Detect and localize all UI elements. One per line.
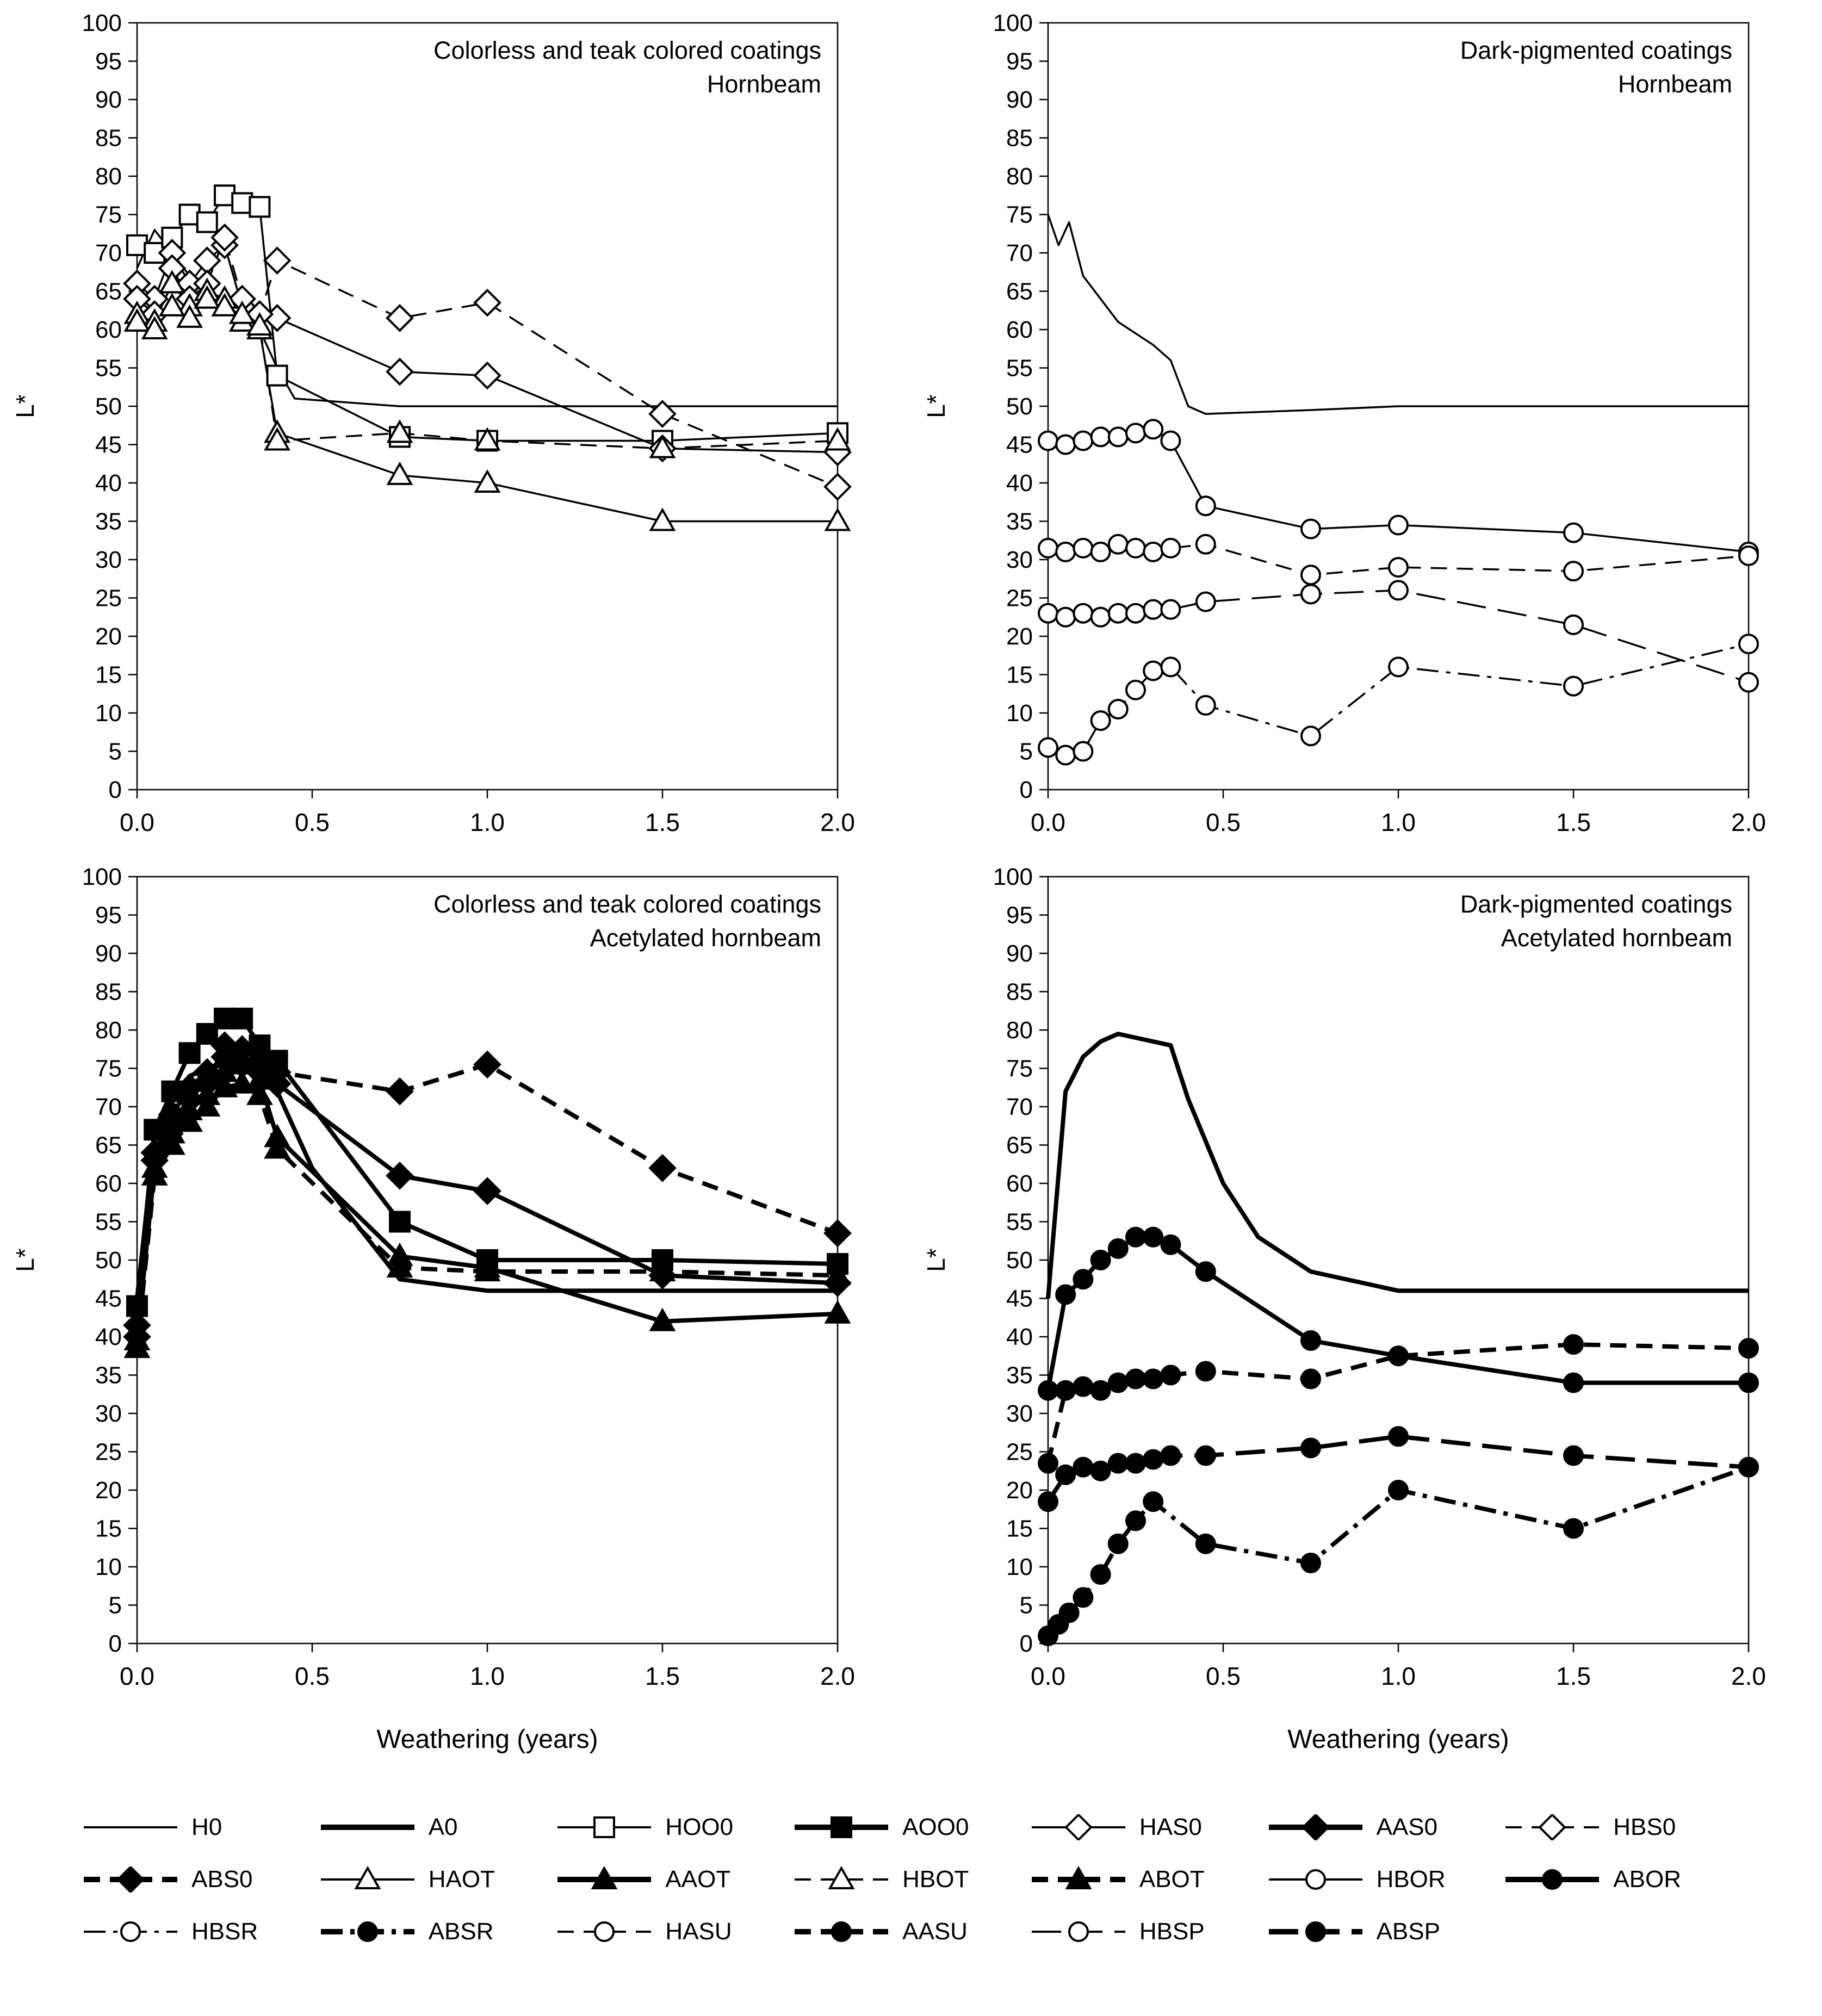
legend-label: ABSP [1376, 1918, 1440, 1945]
svg-text:100: 100 [82, 10, 122, 36]
svg-text:2.0: 2.0 [820, 1662, 855, 1690]
legend-item-ABOR [1503, 1866, 1740, 1893]
svg-text:85: 85 [1006, 978, 1033, 1006]
legend-line-sample-icon [555, 1866, 653, 1893]
svg-text:25: 25 [1006, 585, 1033, 612]
svg-text:25: 25 [95, 1438, 122, 1466]
legend-item-HAOT [319, 1866, 556, 1893]
legend-label: HBS0 [1613, 1814, 1676, 1840]
svg-text:L*: L* [922, 394, 950, 418]
svg-text:95: 95 [95, 48, 122, 75]
svg-text:75: 75 [1006, 201, 1033, 228]
svg-text:30: 30 [95, 547, 122, 573]
svg-text:5: 5 [108, 1592, 122, 1619]
svg-text:0.0: 0.0 [1031, 1662, 1065, 1690]
legend-item-ABSR [319, 1918, 556, 1945]
svg-text:90: 90 [1006, 86, 1033, 113]
svg-text:20: 20 [1006, 1477, 1033, 1504]
svg-text:Colorless and teak colored coa: Colorless and teak colored coatings [433, 890, 821, 918]
svg-text:L*: L* [11, 1248, 39, 1272]
svg-text:80: 80 [95, 163, 122, 190]
legend-item-AAS0 [1267, 1814, 1504, 1841]
svg-text:Dark-pigmented coatings: Dark-pigmented coatings [1460, 36, 1732, 64]
svg-text:70: 70 [95, 240, 122, 266]
svg-text:Dark-pigmented coatings: Dark-pigmented coatings [1460, 890, 1732, 918]
svg-text:55: 55 [1006, 1208, 1033, 1236]
chart-acetylated-colorless [0, 859, 911, 1776]
legend-item-HBOR [1267, 1866, 1504, 1893]
svg-text:80: 80 [95, 1017, 122, 1044]
svg-text:0.0: 0.0 [120, 808, 154, 836]
svg-text:50: 50 [1006, 1247, 1033, 1274]
legend-line-sample-icon [555, 1919, 653, 1945]
svg-text:Weathering (years): Weathering (years) [376, 1725, 598, 1754]
svg-text:75: 75 [95, 1055, 122, 1082]
svg-text:90: 90 [95, 86, 122, 113]
svg-text:2.0: 2.0 [1731, 1662, 1766, 1690]
svg-text:90: 90 [1006, 940, 1033, 967]
legend-item-AASU [792, 1918, 1030, 1945]
svg-text:10: 10 [1006, 1554, 1033, 1580]
legend-label: HASU [665, 1918, 732, 1945]
svg-text:45: 45 [1006, 431, 1033, 458]
chart-svg [911, 5, 1822, 857]
svg-text:65: 65 [95, 1132, 122, 1159]
legend-line-sample-icon [1030, 1814, 1127, 1840]
svg-text:40: 40 [1006, 1324, 1033, 1350]
svg-text:70: 70 [1006, 240, 1033, 266]
svg-text:L*: L* [11, 394, 39, 418]
svg-text:100: 100 [82, 864, 122, 890]
legend-item-AOO0 [792, 1814, 1030, 1841]
svg-text:0.5: 0.5 [1206, 808, 1241, 836]
svg-text:10: 10 [1006, 700, 1033, 727]
legend-line-sample-icon [1030, 1866, 1127, 1893]
legend-line-sample-icon [792, 1919, 890, 1945]
legend-line-sample-icon [82, 1866, 179, 1893]
svg-text:1.5: 1.5 [1556, 808, 1591, 836]
svg-text:40: 40 [95, 470, 122, 497]
legend-row [82, 1814, 1740, 1841]
legend-label: ABSR [428, 1918, 494, 1945]
legend-item-HBOT [792, 1866, 1030, 1893]
svg-text:0: 0 [108, 777, 122, 803]
legend-label: HOO0 [665, 1814, 734, 1840]
svg-text:2.0: 2.0 [820, 808, 855, 836]
svg-text:Acetylated hornbeam: Acetylated hornbeam [590, 924, 821, 952]
svg-text:Hornbeam: Hornbeam [1618, 70, 1732, 98]
legend-line-sample-icon [1503, 1866, 1601, 1893]
svg-text:35: 35 [1006, 508, 1033, 535]
svg-text:15: 15 [95, 661, 122, 688]
svg-text:55: 55 [95, 1208, 122, 1236]
svg-text:70: 70 [1006, 1094, 1033, 1120]
legend-label: HBOT [902, 1866, 969, 1893]
svg-text:1.5: 1.5 [645, 1662, 680, 1690]
svg-text:25: 25 [1006, 1438, 1033, 1466]
legend-item-HAS0 [1030, 1814, 1267, 1841]
legend-item-HASU [555, 1918, 792, 1945]
svg-text:75: 75 [95, 201, 122, 228]
legend-line-sample-icon [319, 1866, 417, 1893]
legend-item-A0 [319, 1814, 556, 1841]
svg-text:100: 100 [993, 10, 1033, 36]
legend-item-AAOT [555, 1866, 792, 1893]
svg-text:5: 5 [1019, 738, 1033, 765]
legend-label: HBOR [1376, 1866, 1446, 1893]
svg-text:15: 15 [95, 1515, 122, 1542]
svg-text:60: 60 [95, 1170, 122, 1197]
legend-label: AASU [902, 1918, 968, 1945]
svg-text:65: 65 [95, 278, 122, 305]
svg-text:50: 50 [1006, 393, 1033, 420]
svg-text:0: 0 [108, 1630, 122, 1657]
svg-text:100: 100 [993, 864, 1033, 890]
svg-text:95: 95 [1006, 48, 1033, 75]
legend-label: AOO0 [902, 1814, 969, 1840]
svg-text:0.0: 0.0 [120, 1662, 154, 1690]
svg-text:50: 50 [95, 1247, 122, 1274]
chart-hornbeam-dark-pigmented [911, 5, 1822, 859]
legend [0, 1814, 1822, 1945]
svg-text:1.0: 1.0 [1381, 808, 1416, 836]
svg-text:0: 0 [1019, 777, 1033, 803]
svg-text:Hornbeam: Hornbeam [707, 70, 821, 98]
svg-text:35: 35 [95, 1362, 122, 1389]
chart-svg [0, 5, 911, 857]
svg-text:60: 60 [1006, 1170, 1033, 1197]
svg-text:35: 35 [1006, 1362, 1033, 1389]
chart-acetylated-dark-pigmented [911, 859, 1822, 1776]
svg-text:45: 45 [95, 1285, 122, 1312]
legend-line-sample-icon [319, 1919, 417, 1945]
chart-svg [0, 859, 911, 1773]
svg-text:90: 90 [95, 940, 122, 967]
svg-text:1.0: 1.0 [470, 808, 505, 836]
svg-text:0: 0 [1019, 1630, 1033, 1657]
svg-text:55: 55 [1006, 355, 1033, 382]
svg-text:Weathering (years): Weathering (years) [1287, 1725, 1509, 1754]
svg-text:30: 30 [95, 1400, 122, 1427]
svg-text:1.5: 1.5 [1556, 1662, 1591, 1690]
legend-line-sample-icon [319, 1814, 417, 1840]
legend-label: H0 [191, 1814, 222, 1840]
legend-label: AAOT [665, 1866, 731, 1893]
svg-text:1.5: 1.5 [645, 808, 680, 836]
legend-label: ABS0 [191, 1866, 253, 1893]
legend-line-sample-icon [1267, 1919, 1365, 1945]
legend-label: AAS0 [1376, 1814, 1438, 1840]
svg-text:80: 80 [1006, 163, 1033, 190]
svg-text:70: 70 [95, 1094, 122, 1120]
legend-row [82, 1918, 1740, 1945]
svg-text:80: 80 [1006, 1017, 1033, 1044]
svg-text:0.5: 0.5 [295, 1662, 330, 1690]
svg-text:Colorless and teak colored coa: Colorless and teak colored coatings [433, 36, 821, 64]
svg-text:5: 5 [108, 738, 122, 765]
svg-text:15: 15 [1006, 1515, 1033, 1542]
legend-line-sample-icon [792, 1814, 890, 1840]
svg-text:10: 10 [95, 1554, 122, 1580]
svg-text:40: 40 [1006, 470, 1033, 497]
svg-text:60: 60 [1006, 317, 1033, 343]
svg-text:1.0: 1.0 [1381, 1662, 1416, 1690]
svg-text:0.5: 0.5 [1206, 1662, 1241, 1690]
legend-label: ABOT [1139, 1866, 1205, 1893]
svg-text:85: 85 [95, 978, 122, 1006]
legend-item-ABSP [1267, 1918, 1504, 1945]
chart-svg [911, 859, 1822, 1773]
legend-line-sample-icon [82, 1919, 179, 1945]
svg-text:0.5: 0.5 [295, 808, 330, 836]
legend-line-sample-icon [1267, 1866, 1365, 1893]
legend-label: HBSP [1139, 1918, 1205, 1945]
svg-text:20: 20 [1006, 623, 1033, 650]
svg-text:45: 45 [1006, 1285, 1033, 1312]
svg-text:85: 85 [95, 125, 122, 152]
svg-text:5: 5 [1019, 1592, 1033, 1619]
svg-text:45: 45 [95, 431, 122, 458]
svg-text:50: 50 [95, 393, 122, 420]
legend-label: HAOT [428, 1866, 495, 1893]
legend-line-sample-icon [1267, 1814, 1365, 1840]
svg-text:95: 95 [1006, 902, 1033, 929]
legend-item-HBSR [82, 1918, 319, 1945]
svg-text:20: 20 [95, 1477, 122, 1504]
svg-text:20: 20 [95, 623, 122, 650]
legend-item-ABS0 [82, 1866, 319, 1893]
svg-text:40: 40 [95, 1324, 122, 1350]
legend-label: HBSR [191, 1918, 258, 1945]
legend-label: ABOR [1613, 1866, 1681, 1893]
svg-text:1.0: 1.0 [470, 1662, 505, 1690]
legend-line-sample-icon [1503, 1814, 1601, 1840]
legend-line-sample-icon [1030, 1919, 1127, 1945]
svg-text:15: 15 [1006, 661, 1033, 688]
legend-line-sample-icon [555, 1814, 653, 1840]
legend-line-sample-icon [82, 1814, 179, 1840]
svg-text:10: 10 [95, 700, 122, 727]
legend-label: A0 [428, 1814, 458, 1840]
legend-item-H0 [82, 1814, 319, 1841]
svg-text:2.0: 2.0 [1731, 808, 1766, 836]
legend-line-sample-icon [792, 1866, 890, 1893]
svg-text:60: 60 [95, 317, 122, 343]
legend-item-ABOT [1030, 1866, 1267, 1893]
svg-text:55: 55 [95, 355, 122, 382]
chart-hornbeam-colorless [0, 5, 911, 859]
svg-text:30: 30 [1006, 547, 1033, 573]
svg-text:85: 85 [1006, 125, 1033, 152]
svg-text:65: 65 [1006, 1132, 1033, 1159]
legend-item-HOO0 [555, 1814, 792, 1841]
legend-label: HAS0 [1139, 1814, 1202, 1840]
legend-item-HBS0 [1503, 1814, 1740, 1841]
svg-text:35: 35 [95, 508, 122, 535]
svg-text:95: 95 [95, 902, 122, 929]
svg-text:75: 75 [1006, 1055, 1033, 1082]
legend-row [82, 1866, 1740, 1893]
svg-text:0.0: 0.0 [1031, 808, 1065, 836]
svg-text:30: 30 [1006, 1400, 1033, 1427]
svg-text:L*: L* [922, 1248, 950, 1272]
legend-item-HBSP [1030, 1918, 1267, 1945]
charts-grid [0, 5, 1822, 1776]
svg-text:Acetylated hornbeam: Acetylated hornbeam [1501, 924, 1732, 952]
svg-text:65: 65 [1006, 278, 1033, 305]
svg-text:25: 25 [95, 585, 122, 612]
